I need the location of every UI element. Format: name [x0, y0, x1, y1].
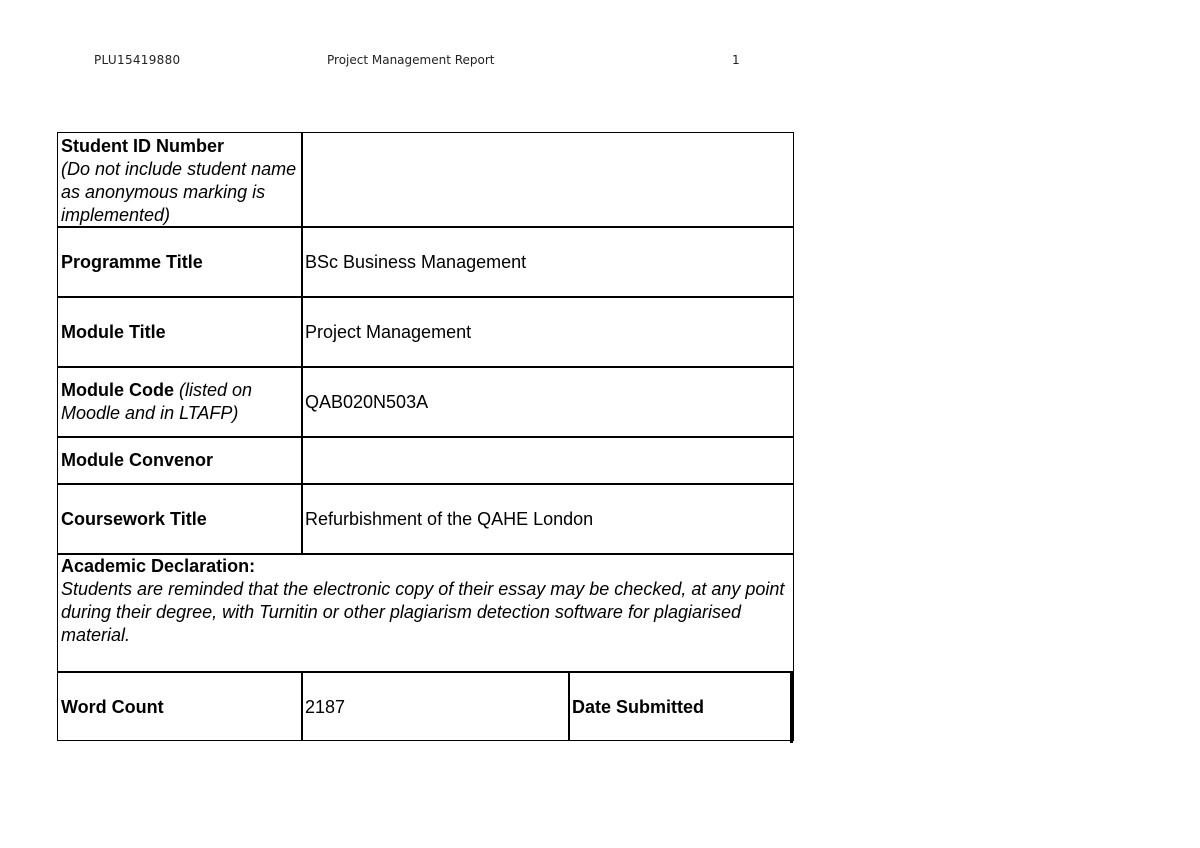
module-code-note: (listed on Moodle and in LTAFP): [61, 380, 253, 423]
cover-sheet-table: [57, 132, 794, 741]
header-student-code: PLU15419880: [94, 53, 181, 67]
student-id-value[interactable]: [305, 135, 785, 223]
module-title-label: Module Title: [61, 321, 166, 342]
module-convenor-value[interactable]: [305, 438, 785, 483]
academic-declaration-text: Students are reminded that the electronic copy of their essay may be checked, at any point during their degree, with Turnitin or other plagiarism detection software for plagiarised material.: [61, 579, 785, 645]
student-id-label: Student ID Number: [61, 136, 225, 156]
module-code-value[interactable]: QAB020N503A: [305, 391, 429, 412]
student-id-label-cell: [61, 135, 297, 227]
programme-title-value[interactable]: BSc Business Management: [305, 251, 527, 272]
coursework-title-value[interactable]: Refurbishment of the QAHE London: [305, 508, 594, 529]
word-count-label: Word Count: [61, 696, 164, 717]
module-title-value[interactable]: Project Management: [305, 321, 472, 342]
header-page-number: 1: [732, 53, 740, 67]
word-count-value[interactable]: 2187: [305, 696, 346, 717]
coursework-title-label: Coursework Title: [61, 508, 207, 529]
academic-declaration-cell: [61, 555, 786, 647]
module-convenor-label: Module Convenor: [61, 450, 213, 470]
academic-declaration-heading: Academic Declaration:: [61, 556, 256, 576]
column-divider-bottom: [301, 671, 303, 741]
date-submitted-label: Date Submitted: [572, 696, 705, 717]
student-id-note: (Do not include student name as anonymous marking is implemented): [61, 159, 297, 225]
table-edge-accent: [790, 673, 793, 743]
module-code-label: Module Code: [61, 380, 174, 400]
column-divider: [301, 133, 303, 553]
module-code-label-cell: [61, 368, 297, 436]
programme-title-label: Programme Title: [61, 251, 203, 272]
column-divider-date: [568, 671, 570, 741]
header-report-title: Project Management Report: [327, 53, 495, 67]
